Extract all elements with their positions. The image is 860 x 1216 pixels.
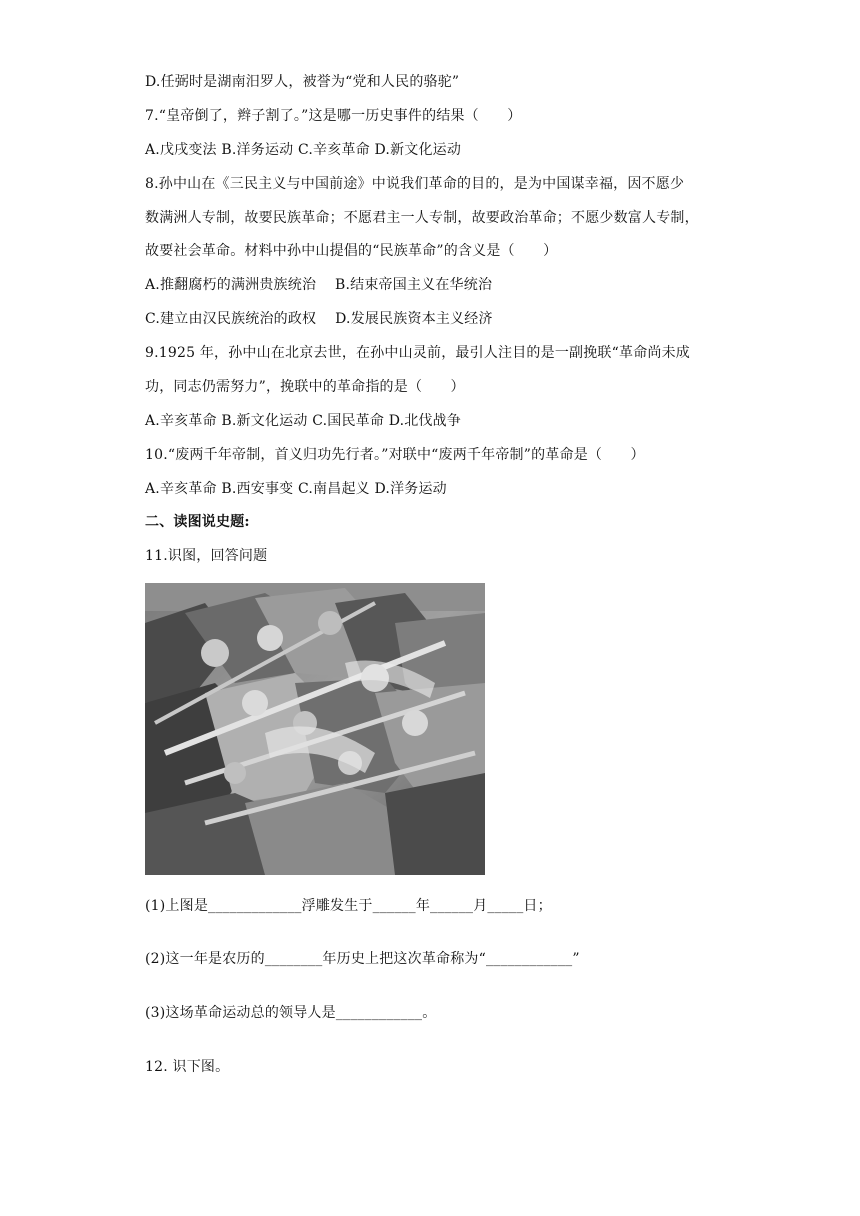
relief-sculpture-image [145,583,485,875]
q8-stem-line1: 8.孙中山在《三民主义与中国前途》中说我们革命的目的，是为中国谋幸福，因不愿少 [145,176,685,192]
q9-options: A.辛亥革命 B.新文化运动 C.国民革命 D.北伐战争 [145,413,462,429]
q8-options-ab: A.推翻腐朽的满洲贵族统治 B.结束帝国主义在华统治 [145,277,493,293]
section-heading: 二、读图说史题: [145,514,250,530]
q6-option-d: D.任弼时是湖南汨罗人，被誉为“党和人民的骆驼” [145,74,460,90]
q7-options: A.戊戌变法 B.洋务运动 C.辛亥革命 D.新文化运动 [145,142,462,158]
q9-stem-line1: 9.1925 年，孙中山在北京去世，在孙中山灵前，最引人注目的是一副挽联“革命尚未成 [145,345,690,361]
q8-options-cd: C.建立由汉民族统治的政权 D.发展民族资本主义经济 [145,311,493,327]
q11-subquestion-2: (2)这一年是农历的________年历史上把这次革命称为“____________” [145,951,580,967]
q11-stem: 11.识图，回答问题 [145,548,268,564]
relief-photo-illustration [145,583,485,875]
q10-options: A.辛亥革命 B.西安事变 C.南昌起义 D.洋务运动 [145,481,447,497]
q8-stem-line2: 数满洲人专制，故要民族革命；不愿君主一人专制，故要政治革命；不愿少数富人专制， [145,210,699,226]
q7-stem: 7.“皇帝倒了，辫子割了。”这是哪一历史事件的结果（ ） [145,108,522,124]
q11-subquestion-1: (1)上图是_____________浮雕发生于______年______月_____日； [145,898,552,914]
q9-stem-line2: 功，同志仍需努力”，挽联中的革命指的是（ ） [145,379,465,395]
q11-subquestion-3: (3)这场革命运动总的领导人是____________。 [145,1005,437,1021]
q10-stem: 10.“废两千年帝制，首义归功先行者。”对联中“废两千年帝制”的革命是（ ） [145,447,645,463]
q12-stem: 12. 识下图。 [145,1059,230,1075]
q8-stem-line3: 故要社会革命。材料中孙中山提倡的“民族革命”的含义是（ ） [145,243,558,259]
